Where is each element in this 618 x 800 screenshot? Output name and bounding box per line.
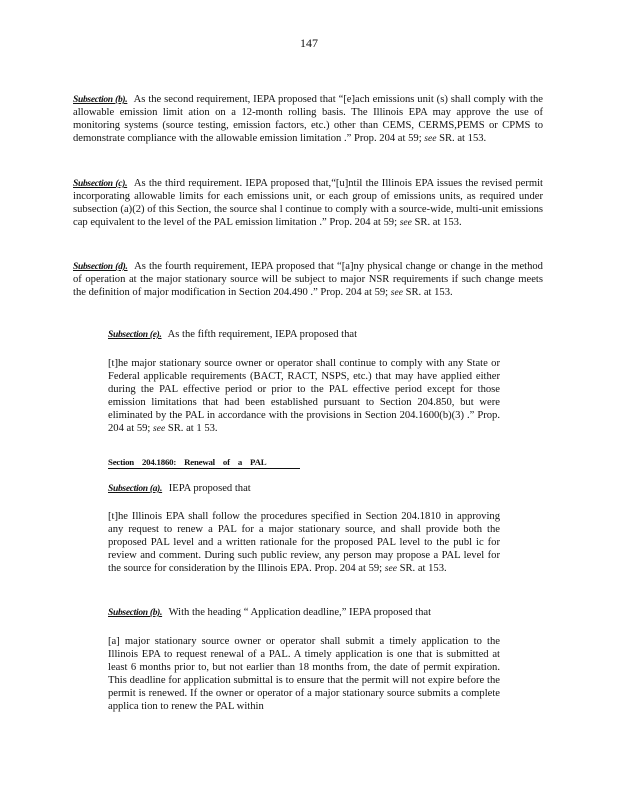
block-quote-2 [108, 511, 500, 576]
block-quote-3 [108, 636, 500, 713]
section-heading: Section 204.1860: Renewal of a PAL [108, 457, 300, 469]
see-signal: see [390, 287, 403, 298]
quote-text: [t]he major stationary source owner or operator shall continue to comply with any State or Federal applicable requirements (BACT, RACT, NSPS, etc.) that may have applied either during the PAL effective period or prior to the PAL effective period except for those emission limitations that had been established pursuant to Section 204.850, but were eliminated by the PAL in accordance with the provisions in Section 204.1600(b)(3) .” Prop. 204 at 59; [108, 358, 500, 434]
citation: SR. at 153. [414, 216, 462, 228]
quote-text: [a] major stationary source owner or operator shall submit a timely application to the Illinois EPA to request renewal of a PAL. A timely application is one that is submitted at least 6 months prior to, but not earlier than 18 months from, the date of permit expiration. This deadline for application submittal is to ensure that the permit will not expire before the permit is renewed. If the owner or operator of a major stationary source submits a complete applica tion to renew the PAL within [108, 636, 500, 712]
paragraph-subsection-b-renewal [108, 607, 500, 620]
subsection-heading: Subsection (a). [108, 484, 163, 494]
citation: SR. at 153. [405, 286, 453, 298]
paragraph-text: As the third requirement. IEPA proposed that,“[u]ntil the Illinois EPA issues the revised permit incorporating allowable limits for each emissions unit, or each group of emissions units, as required under subsection (a)(2) of this Section, the source shal l continue to comply with a source-wide, multi-unit emissions cap equivalent to the level of the PAL emission limitation .” Prop. 204 at 59; [73, 178, 543, 228]
paragraph-text: As the fifth requirement, IEPA proposed that [167, 329, 358, 340]
see-signal: see [424, 133, 437, 144]
block-quote-1 [108, 358, 500, 435]
paragraph-text: As the second requirement, IEPA proposed that “[e]ach emissions unit (s) shall comply with the allowable emission limit ation on a 12-month rolling basis. The Illinois EPA may approve the use of monitoring systems (source testing, emission factors, etc.) other than CEMS, CERMS,PEMS or CPMS to demonstrate compliance with the allowable emission limitation .” Prop. 204 at 59; [73, 94, 543, 144]
citation: SR. at 153. [439, 132, 487, 144]
paragraph-subsection-c [73, 178, 543, 230]
paragraph-subsection-b [73, 94, 543, 146]
page-number: 147 [300, 36, 318, 50]
quote-text: [t]he Illinois EPA shall follow the procedures specified in Section 204.1810 in approving any request to renew a PAL for a major stationary source, and shall provide both the proposed PAL level and a written rationale for the proposed PAL level to the publ ic for review and comment. During such public review, any person may propose a PAL level for the source for consideration by the Illinois EPA. Prop. 204 at 59; [108, 511, 500, 574]
see-signal: see [399, 217, 412, 228]
paragraph-subsection-a [108, 483, 500, 496]
see-signal: see [153, 423, 166, 434]
citation: SR. at 1 53. [167, 422, 218, 434]
subsection-heading: Subsection (b). [108, 608, 163, 618]
paragraph-subsection-d [73, 261, 543, 300]
paragraph-text: With the heading “ Application deadline,” IEPA proposed that [168, 607, 432, 618]
subsection-heading: Subsection (b). [73, 95, 128, 105]
see-signal: see [384, 563, 397, 574]
subsection-heading: Subsection (d). [73, 262, 128, 272]
paragraph-text: As the fourth requirement, IEPA proposed that “[a]ny physical change or change in the method of operation at the major stationary source will be subject to major NSR requirements if such change meets the definition of major modification in Section 204.490 .” Prop. 204 at 59; [73, 261, 543, 298]
paragraph-subsection-e [108, 329, 500, 342]
subsection-heading: Subsection (e). [108, 330, 162, 340]
citation: SR. at 153. [399, 562, 447, 574]
paragraph-text: IEPA proposed that [168, 483, 251, 494]
subsection-heading: Subsection (c). [73, 179, 128, 189]
